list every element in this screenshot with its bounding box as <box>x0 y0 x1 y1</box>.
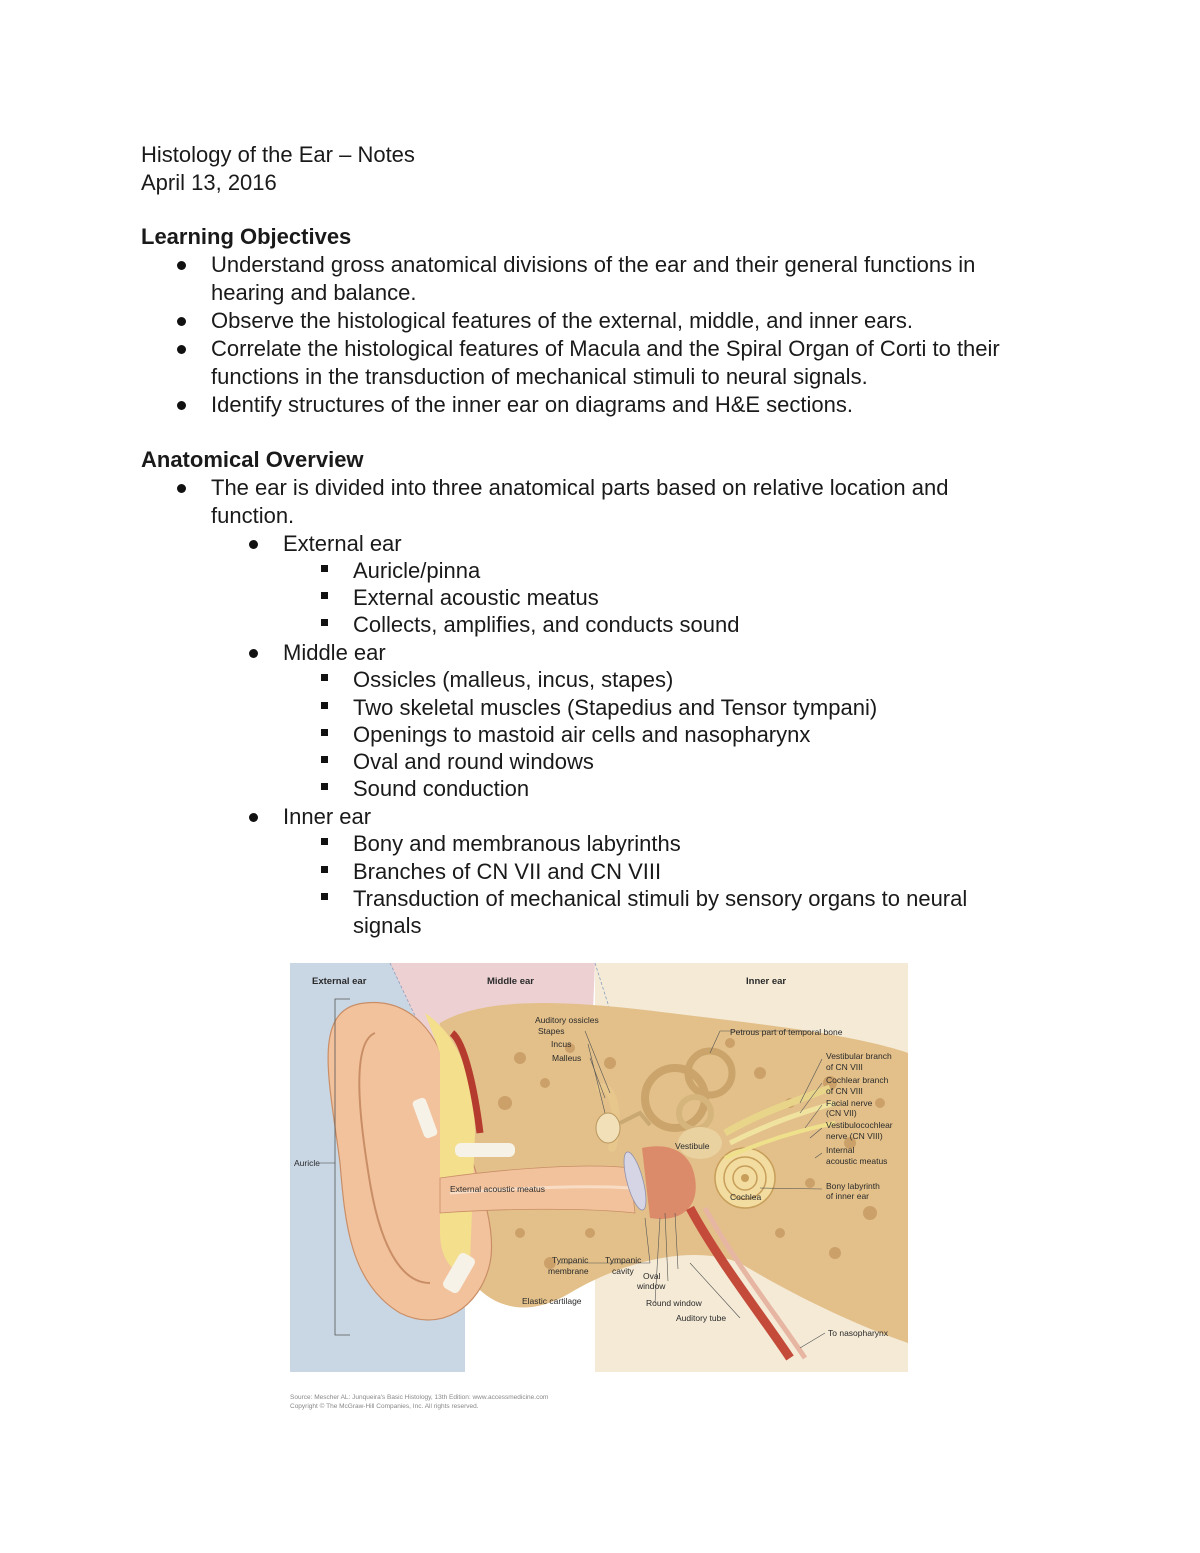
region-label-inner: Inner ear <box>746 976 787 987</box>
middle-item-5: Sound conduction <box>353 776 530 801</box>
middle-item-1: Ossicles (malleus, incus, stapes) <box>353 667 674 692</box>
region-label-external: External ear <box>312 976 367 987</box>
objective-3-cont: functions in the transduction of mechanical stimuli to neural signals. <box>211 364 868 389</box>
bullet-square <box>321 619 328 626</box>
inner-item-3: Transduction of mechanical stimuli by sensory organs to neural <box>353 886 968 911</box>
overview-intro-cont: function. <box>211 503 295 528</box>
overview-heading: Anatomical Overview <box>141 447 364 472</box>
cartilage-piece <box>455 1143 515 1157</box>
inner-item-2: Branches of CN VII and CN VIII <box>353 859 662 884</box>
label-oval-window: Oval <box>643 1271 661 1281</box>
label-internal-meatus: Internal <box>826 1145 855 1155</box>
label-petrous: Petrous part of temporal bone <box>730 1027 843 1037</box>
label-auditory-ossicles: Auditory ossicles <box>535 1015 599 1025</box>
middle-ear-label: Middle ear <box>283 640 386 665</box>
middle-item-3: Openings to mastoid air cells and nasopharynx <box>353 722 811 747</box>
label-external-acoustic-meatus: External acoustic meatus <box>450 1184 545 1194</box>
label-incus: Incus <box>551 1039 572 1049</box>
bullet-dot <box>177 261 186 270</box>
incus <box>596 1113 620 1143</box>
label-internal-meatus-2: acoustic meatus <box>826 1156 888 1166</box>
label-auditory-tube: Auditory tube <box>676 1313 727 1323</box>
label-tympanic-cavity: Tympanic <box>605 1255 642 1265</box>
bullet-square <box>321 592 328 599</box>
objective-4: Identify structures of the inner ear on diagrams and H&E sections. <box>211 392 853 417</box>
label-vestibule: Vestibule <box>675 1141 710 1151</box>
objective-1-cont: hearing and balance. <box>211 280 417 305</box>
external-ear-label: External ear <box>283 531 402 556</box>
region-label-middle: Middle ear <box>487 976 534 987</box>
label-cochlea: Cochlea <box>730 1192 762 1202</box>
bullet-dot <box>177 317 186 326</box>
label-oval-window-2: window <box>637 1281 666 1291</box>
figure-copyright: Copyright © The McGraw-Hill Companies, Inc. All rights reserved. <box>290 1403 479 1410</box>
external-item-2: External acoustic meatus <box>353 585 599 610</box>
label-bony-labyrinth: Bony labyrinth <box>826 1181 880 1191</box>
bullet-square <box>321 838 328 845</box>
objectives-heading: Learning Objectives <box>141 224 352 249</box>
figure-source: Source: Mescher AL: Junqueira's Basic Histology, 13th Edition: www.accessmedicine.com <box>290 1394 549 1401</box>
label-vestibulocochlear-2: nerve (CN VIII) <box>826 1131 883 1141</box>
inner-item-1: Bony and membranous labyrinths <box>353 831 681 856</box>
bullet-dot <box>249 540 258 549</box>
bullet-square <box>321 729 328 736</box>
label-to-nasopharynx: To nasopharynx <box>828 1328 889 1338</box>
label-malleus: Malleus <box>552 1053 582 1063</box>
label-tympanic-membrane-2: membrane <box>548 1266 589 1276</box>
label-auricle: Auricle <box>294 1158 320 1168</box>
cochlea-apex <box>741 1174 749 1182</box>
bullet-square <box>321 866 328 873</box>
inner-ear-label: Inner ear <box>283 804 372 829</box>
inner-item-3-cont: signals <box>353 913 422 938</box>
overview-intro: The ear is divided into three anatomical parts based on relative location and <box>211 475 949 500</box>
bullet-square <box>321 783 328 790</box>
label-cochlear-branch: Cochlear branch <box>826 1075 889 1085</box>
label-stapes: Stapes <box>538 1026 565 1036</box>
label-facial-nerve: Facial nerve <box>826 1098 873 1108</box>
doc-title: Histology of the Ear – Notes <box>141 142 415 167</box>
label-round-window: Round window <box>646 1298 702 1308</box>
objective-3: Correlate the histological features of Macula and the Spiral Organ of Corti to their <box>211 336 1000 361</box>
bullet-dot <box>177 401 186 410</box>
label-bony-labyrinth-2: of inner ear <box>826 1191 869 1201</box>
label-facial-nerve-2: (CN VII) <box>826 1108 857 1118</box>
doc-date: April 13, 2016 <box>141 170 277 195</box>
bullet-square <box>321 565 328 572</box>
bullet-dot <box>249 813 258 822</box>
bullet-square <box>321 674 328 681</box>
label-tympanic-cavity-2: cavity <box>612 1266 634 1276</box>
label-elastic-cartilage: Elastic cartilage <box>522 1296 582 1306</box>
middle-item-4: Oval and round windows <box>353 749 594 774</box>
objective-2: Observe the histological features of the external, middle, and inner ears. <box>211 308 913 333</box>
label-tympanic-membrane: Tympanic <box>552 1255 589 1265</box>
label-vestibular-branch-2: of CN VIII <box>826 1062 863 1072</box>
label-cochlear-branch-2: of CN VIII <box>826 1086 863 1096</box>
bullet-square <box>321 893 328 900</box>
bullet-square <box>321 756 328 763</box>
label-vestibulocochlear: Vestibulocochlear <box>826 1120 893 1130</box>
ear-anatomy-figure <box>290 963 908 1372</box>
label-vestibular-branch: Vestibular branch <box>826 1051 892 1061</box>
bullet-dot <box>177 484 186 493</box>
objective-1: Understand gross anatomical divisions of the ear and their general functions in <box>211 252 976 277</box>
middle-item-2: Two skeletal muscles (Stapedius and Tensor tympani) <box>353 695 878 720</box>
external-item-3: Collects, amplifies, and conducts sound <box>353 612 740 637</box>
bullet-dot <box>177 345 186 354</box>
bullet-dot <box>249 649 258 658</box>
external-item-1: Auricle/pinna <box>353 558 481 583</box>
bullet-square <box>321 702 328 709</box>
